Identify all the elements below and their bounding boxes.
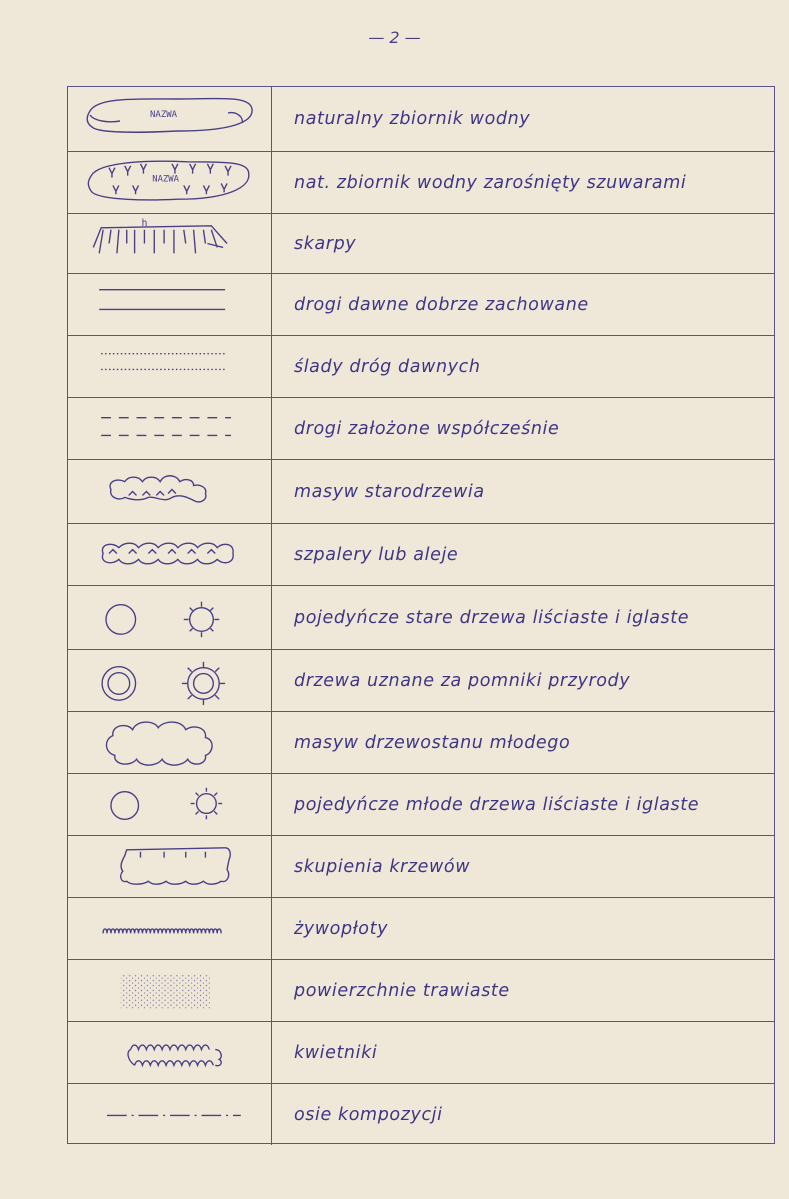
single-old-trees-symbol xyxy=(68,586,272,649)
monument-trees-symbol xyxy=(68,650,272,711)
legend-row-alleys xyxy=(68,523,774,585)
legend-row-old-roads xyxy=(68,273,774,335)
legend-label: masyw starodrzewia xyxy=(294,481,485,502)
legend-row-composition-axes xyxy=(68,1083,774,1145)
legend-table xyxy=(67,86,775,1144)
legend-label: drzewa uznane za pomniki przyrody xyxy=(294,670,631,691)
legend-row-single-old-trees xyxy=(68,585,774,649)
natural-water-reservoir-symbol xyxy=(68,87,272,151)
legend-row-shrubs xyxy=(68,835,774,897)
dashed-line-road-symbol xyxy=(68,398,272,459)
legend-label: naturalny zbiornik wodny xyxy=(294,109,531,129)
double-line-road-symbol xyxy=(68,274,272,335)
legend-row-flower-beds xyxy=(68,1021,774,1083)
hedge-symbol xyxy=(68,898,272,959)
young-stand-mass-symbol xyxy=(68,712,272,773)
legend-row-grass xyxy=(68,959,774,1021)
legend-label: drogi założone współcześnie xyxy=(294,418,560,439)
page-number: — 2 — xyxy=(368,28,421,47)
legend-label: żywopłoty xyxy=(294,918,389,939)
legend-row-road-traces xyxy=(68,335,774,397)
legend-label: drogi dawne dobrze zachowane xyxy=(294,294,589,315)
legend-label: ślady dróg dawnych xyxy=(294,356,481,377)
tree-alley-symbol xyxy=(68,524,272,585)
legend-label: szpalery lub aleje xyxy=(294,544,459,565)
legend-row-young-stand xyxy=(68,711,774,773)
symbol-label-text: h xyxy=(141,217,148,229)
legend-row-hedges xyxy=(68,897,774,959)
legend-row-single-young-trees xyxy=(68,773,774,835)
legend-row-old-tree-mass xyxy=(68,459,774,523)
old-tree-mass-symbol xyxy=(68,460,272,523)
symbol-label-text: NAZWA xyxy=(152,174,179,185)
legend-label: nat. zbiornik wodny zarośnięty szuwarami xyxy=(294,172,687,193)
legend-label: skupienia krzewów xyxy=(294,856,471,877)
composition-axis-symbol xyxy=(68,1084,272,1145)
legend-row-escarpment xyxy=(68,213,774,273)
legend-row-natural-water xyxy=(68,87,774,151)
legend-label: skarpy xyxy=(294,233,357,254)
escarpment-symbol xyxy=(68,214,272,273)
grass-surface-symbol xyxy=(68,960,272,1021)
single-young-trees-symbol xyxy=(68,774,272,835)
legend-label: pojedyńcze stare drzewa liściaste i iglaste xyxy=(294,607,690,628)
legend-row-modern-roads xyxy=(68,397,774,459)
dotted-line-road-symbol xyxy=(68,336,272,397)
flower-bed-symbol xyxy=(68,1022,272,1083)
legend-label: osie kompozycji xyxy=(294,1104,443,1125)
reed-water-reservoir-symbol xyxy=(68,152,272,213)
legend-label: kwietniki xyxy=(294,1042,378,1063)
legend-label: pojedyńcze młode drzewa liściaste i iglaste xyxy=(294,794,700,815)
legend-row-reed-water xyxy=(68,151,774,213)
symbol-label-text: NAZWA xyxy=(150,110,178,120)
legend-row-monument-trees xyxy=(68,649,774,711)
legend-label: masyw drzewostanu młodego xyxy=(294,732,571,753)
shrub-cluster-symbol xyxy=(68,836,272,897)
legend-label: powierzchnie trawiaste xyxy=(294,980,510,1001)
